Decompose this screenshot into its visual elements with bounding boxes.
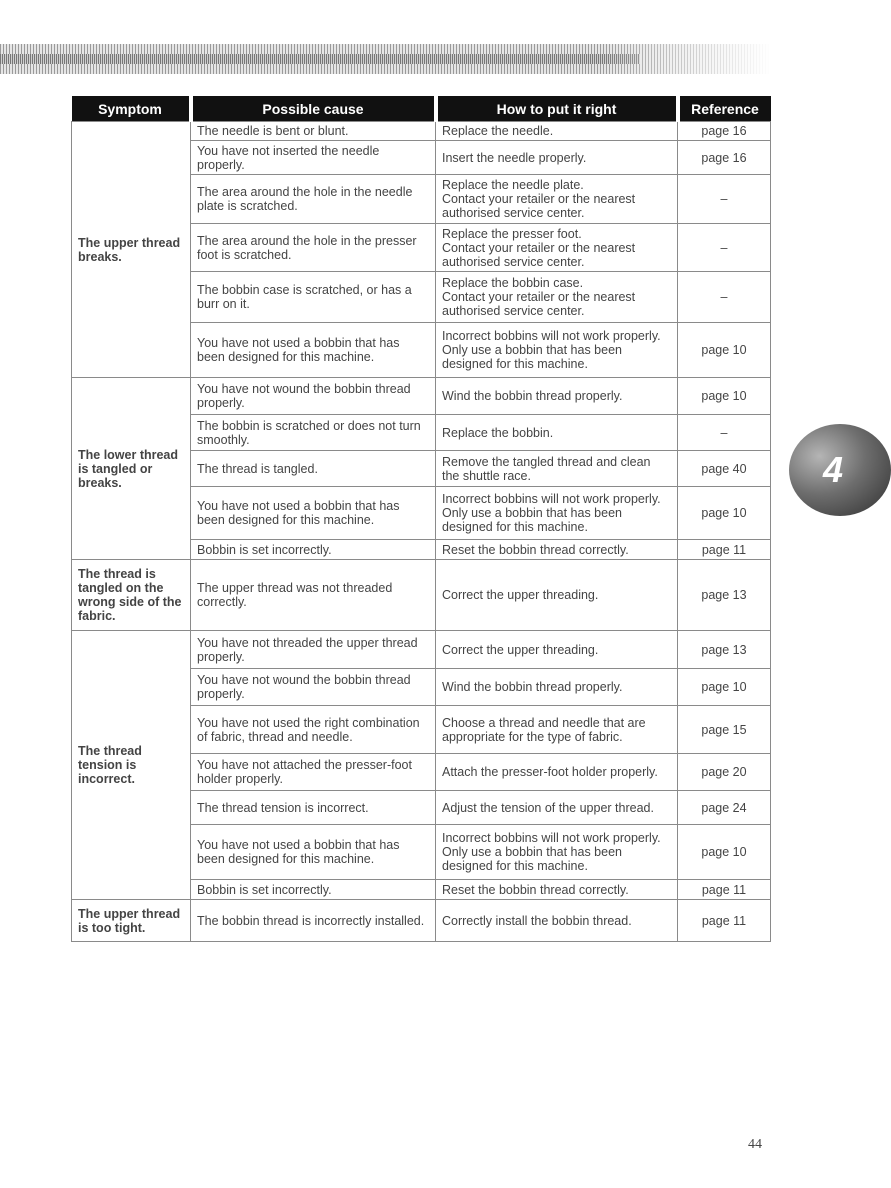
reference-cell: page 10 bbox=[678, 669, 771, 706]
remedy-cell: Replace the bobbin. bbox=[436, 415, 678, 451]
cause-cell: You have not used a bobbin that has been designed for this machine. bbox=[191, 825, 436, 880]
remedy-cell: Wind the bobbin thread properly. bbox=[436, 669, 678, 706]
symptom-cell: The upper thread breaks. bbox=[72, 122, 191, 378]
remedy-cell: Incorrect bobbins will not work properly. Only use a bobbin that has been designed for this machine. bbox=[436, 487, 678, 540]
cause-cell: The bobbin case is scratched, or has a burr on it. bbox=[191, 272, 436, 323]
symptom-cell: The thread tension is incorrect. bbox=[72, 631, 191, 900]
table-row bbox=[72, 122, 771, 141]
reference-cell: – bbox=[678, 224, 771, 272]
cause-cell: You have not used the right combination of fabric, thread and needle. bbox=[191, 706, 436, 754]
cause-cell: The thread is tangled. bbox=[191, 451, 436, 487]
cause-cell: The upper thread was not threaded correctly. bbox=[191, 560, 436, 631]
reference-cell: – bbox=[678, 272, 771, 323]
reference-cell: page 16 bbox=[678, 122, 771, 141]
table-row bbox=[72, 378, 771, 415]
reference-cell: page 16 bbox=[678, 141, 771, 175]
header-symptom: Symptom bbox=[72, 96, 191, 122]
cause-cell: You have not wound the bobbin thread properly. bbox=[191, 669, 436, 706]
chapter-tab-number: 4 bbox=[823, 449, 844, 490]
table-header-row bbox=[72, 96, 771, 122]
table-row bbox=[72, 631, 771, 669]
cause-cell: The bobbin thread is incorrectly installed. bbox=[191, 900, 436, 942]
symptom-cell: The thread is tangled on the wrong side of the fabric. bbox=[72, 560, 191, 631]
symptom-cell: The lower thread is tangled or breaks. bbox=[72, 378, 191, 560]
reference-cell: page 10 bbox=[678, 323, 771, 378]
header-reference: Reference bbox=[678, 96, 771, 122]
reference-cell: page 10 bbox=[678, 825, 771, 880]
remedy-cell: Correctly install the bobbin thread. bbox=[436, 900, 678, 942]
page-number: 44 bbox=[748, 1137, 762, 1152]
remedy-cell: Wind the bobbin thread properly. bbox=[436, 378, 678, 415]
cause-cell: Bobbin is set incorrectly. bbox=[191, 880, 436, 900]
reference-cell: page 15 bbox=[678, 706, 771, 754]
table-row bbox=[72, 900, 771, 942]
remedy-cell: Replace the presser foot. Contact your retailer or the nearest authorised service center. bbox=[436, 224, 678, 272]
chapter-tab bbox=[789, 424, 891, 516]
table-row bbox=[72, 560, 771, 631]
remedy-cell: Choose a thread and needle that are appropriate for the type of fabric. bbox=[436, 706, 678, 754]
remedy-cell: Remove the tangled thread and clean the shuttle race. bbox=[436, 451, 678, 487]
reference-cell: page 20 bbox=[678, 754, 771, 791]
reference-cell: page 13 bbox=[678, 560, 771, 631]
remedy-cell: Correct the upper threading. bbox=[436, 560, 678, 631]
remedy-cell: Attach the presser-foot holder properly. bbox=[436, 754, 678, 791]
remedy-cell: Reset the bobbin thread correctly. bbox=[436, 540, 678, 560]
reference-cell: page 24 bbox=[678, 791, 771, 825]
troubleshooting-table bbox=[71, 96, 771, 942]
cause-cell: You have not used a bobbin that has been designed for this machine. bbox=[191, 323, 436, 378]
reference-cell: – bbox=[678, 415, 771, 451]
symptom-cell: The upper thread is too tight. bbox=[72, 900, 191, 942]
cause-cell: The area around the hole in the presser foot is scratched. bbox=[191, 224, 436, 272]
reference-cell: page 11 bbox=[678, 880, 771, 900]
header-possible-cause: Possible cause bbox=[191, 96, 436, 122]
reference-cell: page 10 bbox=[678, 378, 771, 415]
remedy-cell: Adjust the tension of the upper thread. bbox=[436, 791, 678, 825]
reference-cell: page 40 bbox=[678, 451, 771, 487]
remedy-cell: Reset the bobbin thread correctly. bbox=[436, 880, 678, 900]
remedy-cell: Replace the needle plate. Contact your retailer or the nearest authorised service center. bbox=[436, 175, 678, 224]
reference-cell: page 11 bbox=[678, 540, 771, 560]
cause-cell: You have not wound the bobbin thread properly. bbox=[191, 378, 436, 415]
cause-cell: The area around the hole in the needle plate is scratched. bbox=[191, 175, 436, 224]
header-how-to-put-it-right: How to put it right bbox=[436, 96, 678, 122]
cause-cell: Bobbin is set incorrectly. bbox=[191, 540, 436, 560]
reference-cell: – bbox=[678, 175, 771, 224]
cause-cell: The needle is bent or blunt. bbox=[191, 122, 436, 141]
reference-cell: page 10 bbox=[678, 487, 771, 540]
cause-cell: You have not attached the presser-foot holder properly. bbox=[191, 754, 436, 791]
header-decorative-band-inner bbox=[0, 54, 640, 64]
remedy-cell: Incorrect bobbins will not work properly. Only use a bobbin that has been designed for this machine. bbox=[436, 323, 678, 378]
remedy-cell: Replace the bobbin case. Contact your retailer or the nearest authorised service center. bbox=[436, 272, 678, 323]
cause-cell: You have not threaded the upper thread properly. bbox=[191, 631, 436, 669]
cause-cell: You have not used a bobbin that has been designed for this machine. bbox=[191, 487, 436, 540]
remedy-cell: Insert the needle properly. bbox=[436, 141, 678, 175]
reference-cell: page 11 bbox=[678, 900, 771, 942]
reference-cell: page 13 bbox=[678, 631, 771, 669]
cause-cell: The thread tension is incorrect. bbox=[191, 791, 436, 825]
remedy-cell: Correct the upper threading. bbox=[436, 631, 678, 669]
remedy-cell: Replace the needle. bbox=[436, 122, 678, 141]
remedy-cell: Incorrect bobbins will not work properly. Only use a bobbin that has been designed for this machine. bbox=[436, 825, 678, 880]
cause-cell: You have not inserted the needle properly. bbox=[191, 141, 436, 175]
table-body bbox=[72, 122, 771, 942]
cause-cell: The bobbin is scratched or does not turn smoothly. bbox=[191, 415, 436, 451]
header-decorative-band bbox=[0, 44, 772, 74]
